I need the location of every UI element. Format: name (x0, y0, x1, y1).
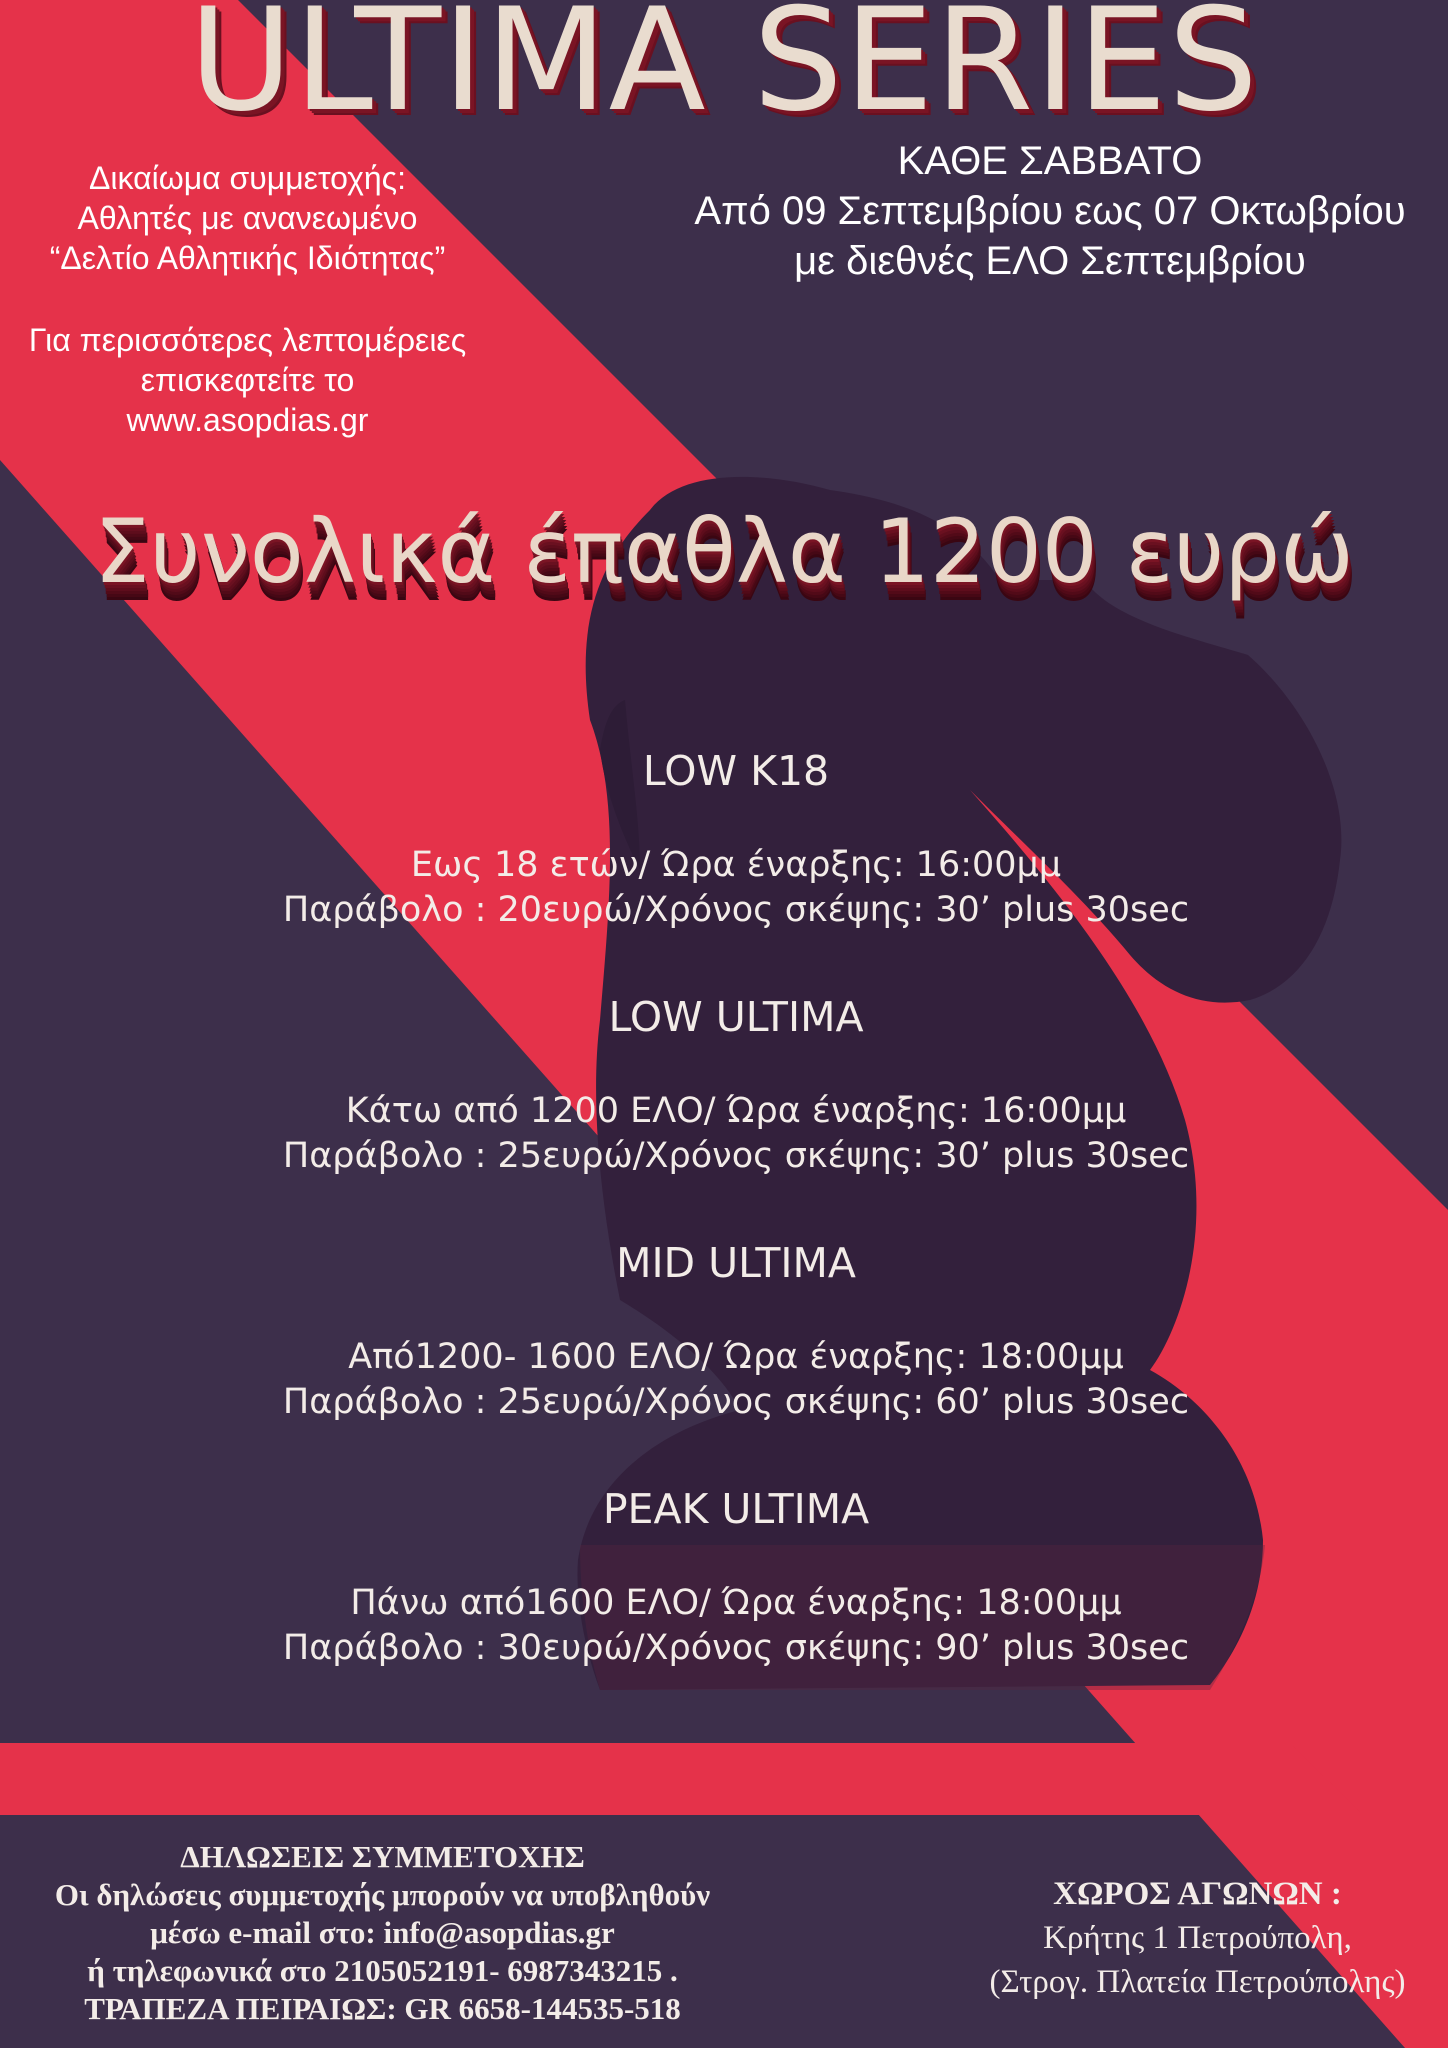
schedule-line-3: με διεθνές ΕΛΟ Σεπτεμβρίου (794, 239, 1306, 283)
total-prizes-headline: Συνολικά έπαθλα 1200 ευρώ (94, 500, 1354, 603)
section-low-ultima-line-1: Κάτω από 1200 ΕΛΟ/ Ώρα έναρξης: 16:00μμ (345, 1091, 1127, 1131)
bottom-red-strip (0, 1743, 1363, 1815)
website-link[interactable]: www.asopdias.gr (126, 402, 369, 438)
eligibility-line-2: Αθλητές με ανανεωμένο (77, 200, 418, 236)
registration-block (0, 1838, 765, 2028)
eligibility-block (0, 158, 495, 440)
venue-heading: ΧΩΡΟΣ ΑΓΩΝΩΝ : (1053, 1876, 1342, 1912)
section-title-mid-ultima: MID ULTIMA (616, 1239, 856, 1287)
section-mid-ultima-line-2: Παράβολο : 25ευρώ/Χρόνος σκέψης: 60’ plus 30sec (282, 1382, 1190, 1422)
section-peak-ultima-line-1: Πάνω από1600 ΕΛΟ/ Ώρα έναρξης: 18:00μμ (350, 1583, 1122, 1623)
schedule-line-2: Από 09 Σεπτεμβρίου εως 07 Οκτωβρίου (694, 189, 1406, 233)
section-mid-ultima-line-1: Από1200- 1600 ΕΛΟ/ Ώρα έναρξης: 18:00μμ (348, 1337, 1124, 1377)
registration-email[interactable]: μέσω e-mail στο: info@asopdias.gr (150, 1915, 615, 1950)
registration-line-1: Οι δηλώσεις συμμετοχής μπορούν να υποβληθούν (54, 1877, 711, 1912)
venue-line-1: Κρήτης 1 Πετρούπολη, (1043, 1920, 1352, 1956)
section-title-peak-ultima: PEAK ULTIMA (602, 1485, 870, 1533)
details-line-1: Για περισσότερες λεπτομέρειες (28, 322, 467, 358)
registration-bank: ΤΡΑΠΕΖΑ ΠΕΙΡΑΙΩΣ: GR 6658-144535-518 (84, 1991, 681, 2026)
section-low-k18-line-2: Παράβολο : 20ευρώ/Χρόνος σκέψης: 30’ plus 30sec (282, 890, 1190, 930)
eligibility-line-3: “Δελτίο Αθλητικής Ιδιότητας” (49, 240, 446, 276)
eligibility-line-1: Δικαίωμα συμμετοχής: (89, 160, 406, 196)
venue-line-2: (Στρογ. Πλατεία Πετρούπολης) (989, 1964, 1406, 2000)
section-low-k18-line-1: Εως 18 ετών/ Ώρα έναρξης: 16:00μμ (410, 845, 1062, 885)
registration-phone[interactable]: ή τηλεφωνικά στο 2105052191- 6987343215 . (87, 1953, 678, 1988)
details-line-2: επισκεφτείτε το (140, 362, 355, 398)
section-title-low-k18: LOW K18 (642, 747, 830, 795)
poster-title: ULTIMA SERIES (188, 0, 1260, 143)
section-title-low-ultima: LOW ULTIMA (608, 993, 864, 1041)
section-peak-ultima-line-2: Παράβολο : 30ευρώ/Χρόνος σκέψης: 90’ plus 30sec (282, 1628, 1190, 1668)
section-low-ultima-line-2: Παράβολο : 25ευρώ/Χρόνος σκέψης: 30’ plus 30sec (282, 1136, 1190, 1176)
venue-block (955, 1872, 1440, 2004)
eligibility-spacer (0, 278, 495, 320)
schedule-line-1: ΚΑΘΕ ΣΑΒΒΑΤΟ (897, 139, 1203, 183)
schedule-block (660, 136, 1440, 286)
registration-heading: ΔΗΛΩΣΕΙΣ ΣΥΜΜΕΤΟΧΗΣ (180, 1839, 585, 1874)
